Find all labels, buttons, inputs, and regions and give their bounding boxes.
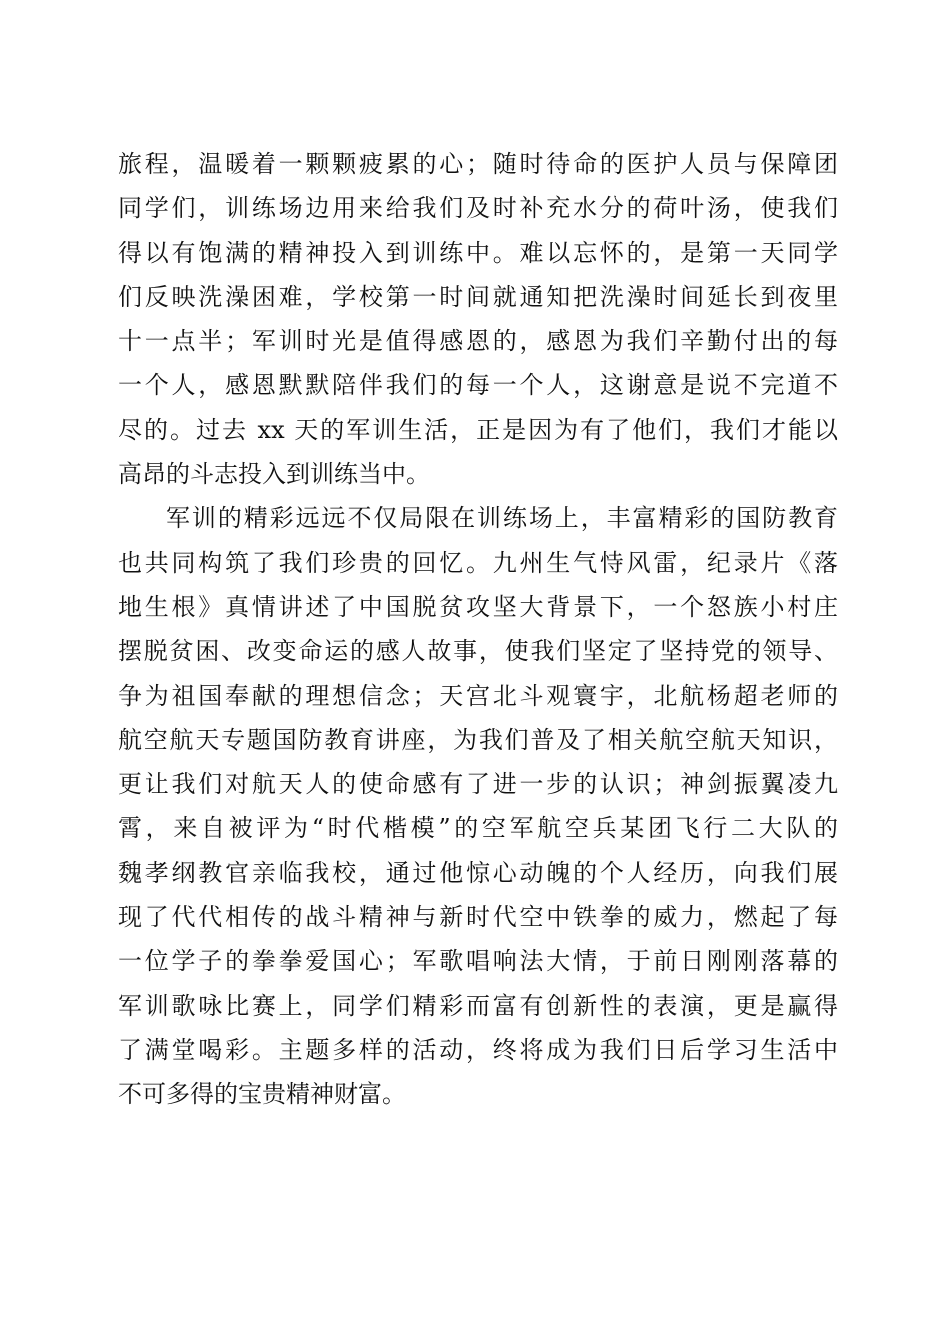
paragraph-2-line-11: 一位学子的拳拳爱国心；军歌唱响法大情，于前日刚刚落幕的 — [118, 947, 838, 976]
paragraph-2-line-10: 现了代代相传的战斗精神与新时代空中铁拳的威力，燃起了每 — [118, 903, 838, 932]
paragraph-1-line-5: 十一点半；军训时光是值得感恩的，感恩为我们辛勤付出的每 — [118, 327, 838, 356]
paragraph-1-line-3: 得以有饱满的精神投入到训练中。难以忘怀的，是第一天同学 — [118, 238, 838, 267]
paragraph-1-line-4: 们反映洗澡困难，学校第一时间就通知把洗澡时间延长到夜里 — [118, 282, 838, 311]
paragraph-2-line-4: 摆脱贫困、改变命运的感人故事，使我们坚定了坚持党的领导、 — [118, 637, 838, 666]
paragraph-2-line-6: 航空航天专题国防教育讲座，为我们普及了相关航空航天知识， — [118, 725, 838, 754]
paragraph-2-line-7: 更让我们对航天人的使命感有了进一步的认识；神剑振翼凌九 — [118, 770, 838, 799]
paragraph-2-line-2: 也共同构筑了我们珍贵的回忆。九州生气恃风雷，纪录片《落 — [118, 548, 838, 577]
paragraph-1-line-7: 尽的。过去 xx 天的军训生活，正是因为有了他们，我们才能以 — [118, 415, 838, 444]
paragraph-1-line-2: 同学们，训练场边用来给我们及时补充水分的荷叶汤，使我们 — [118, 194, 838, 223]
paragraph-2-line-9: 魏孝纲教官亲临我校，通过他惊心动魄的个人经历，向我们展 — [118, 858, 838, 887]
paragraph-1-line-6: 一个人，感恩默默陪伴我们的每一个人，这谢意是说不完道不 — [118, 371, 838, 400]
paragraph-2-line-5: 争为祖国奉献的理想信念；天宫北斗观寰宇，北航杨超老师的 — [118, 681, 838, 710]
body-text — [118, 142, 838, 1117]
paragraph-2-line-14: 不可多得的宝贵精神财富。 — [118, 1080, 406, 1109]
paragraph-2-line-12: 军训歌咏比赛上，同学们精彩而富有创新性的表演，更是赢得 — [118, 991, 838, 1020]
paragraph-1-line-1: 旅程，温暖着一颗颗疲累的心；随时待命的医护人员与保障团 — [118, 150, 838, 178]
paragraph-2-line-13: 了满堂喝彩。主题多样的活动，终将成为我们日后学习生活中 — [118, 1035, 838, 1064]
paragraph-2-line-3: 地生根》真情讲述了中国脱贫攻坚大背景下，一个怒族小村庄 — [118, 592, 838, 621]
paragraph-1-line-8: 高昂的斗志投入到训练当中。 — [118, 460, 430, 489]
paragraph-2-line-1: 军训的精彩远远不仅局限在训练场上，丰富精彩的国防教育 — [166, 504, 838, 533]
paragraph-2-line-8: 霄，来自被评为“时代楷模”的空军航空兵某团飞行二大队的 — [118, 814, 838, 843]
